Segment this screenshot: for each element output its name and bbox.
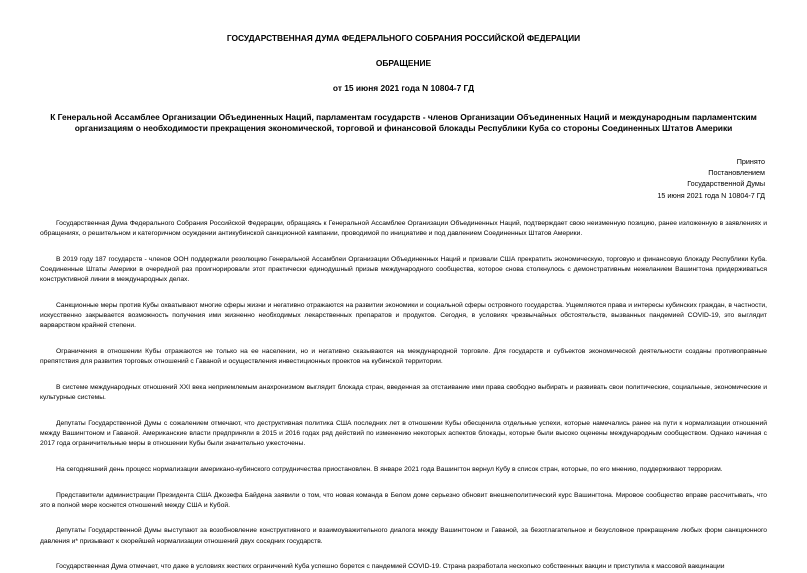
acceptance-block <box>40 156 767 201</box>
acceptance-line: Принято <box>736 157 765 166</box>
document-heading: К Генеральной Ассамблее Организации Объединенных Наций, парламентам государств - членов Организации Объединенных Наций и международным парламентским организациям о необходимости прекращения экономической, торговой и финансовой блокады Республики Куба со стороны Соединенных Штатов Америки <box>50 112 757 133</box>
body-paragraph: Санкционные меры против Кубы охватывают многие сферы жизни и негативно отражаются на развитии экономики и социальной сферы островного государства. Ущемляются права и интересы кубинских граждан, в частности, искусственно закрывается возможность получения ими жизненно необходимых лекарственных препаратов и продуктов. Сегодня, в условиях чрезвычайных обстоятельств, вызванных пандемией COVID-19, это выглядит варварством крайней степени. <box>40 301 767 330</box>
body-paragraph: На сегодняшний день процесс нормализации американо-кубинского сотрудничества приостановлен. В январе 2021 года Вашингтон вернул Кубу в список стран, которые, по его мнению, поддерживают терроризм. <box>56 465 723 473</box>
document-body <box>40 219 767 573</box>
body-paragraph: Государственная Дума Федерального Собрания Российской Федерации, обращаясь к Генеральной Ассамблее Организации Объединенных Наций, подтверждает свою неизменную позицию, ранее изложенную в заявлениях и обращениях, о решительном и категоричном осуждении антикубинской санкционной кампании, проводимой по инициативе и под давлением Соединенных Штатов Америки. <box>40 219 767 238</box>
document-date-number: от 15 июня 2021 года N 10804-7 ГД <box>332 83 475 93</box>
body-paragraph: В системе международных отношений XXI века неприемлемым анахронизмом выглядит блокада стран, введенная за отстаивание ими права свободно выбирать и развивать свои политические, социальные, экономические и культурные системы. <box>40 383 767 402</box>
body-paragraph: Государственная Дума отмечает, что даже в условиях жестких ограничений Куба успешно борется с пандемией COVID-19. Страна разработала несколько собственных вакцин и приступила к массовой вакцинации <box>56 563 725 571</box>
body-paragraph: Ограничения в отношении Кубы отражаются не только на ее населении, но и негативно сказываются на международной торговле. Для государств и субъектов экономической деятельности созданы противоправные препятствия для развития торговых отношений с Гаваной и осуществления инвестиционных проектов на кубинской территории. <box>40 347 767 366</box>
body-paragraph: Представители администрации Президента США Джозефа Байдена заявили о том, что новая команда в Белом доме серьезно обновит внешнеполитический курс Вашингтона. Мировое сообщество вправе рассчитывать, что это в полной мере коснется отношений между США и Кубой. <box>40 491 767 509</box>
acceptance-line: Постановлением <box>708 168 765 178</box>
body-paragraph: Депутаты Государственной Думы выступают за возобновление конструктивного и взаимоуважительного диалога между Вашингтоном и Гаваной, за безотлагательное и безусловное прекращение любых форм санкционного давления и* призывают к скорейшей нормализации отношений двух соседних государств. <box>40 527 767 545</box>
body-paragraph: Депутаты Государственной Думы с сожалением отмечают, что деструктивная политика США последних лет в отношении Кубы обесценила отдельные успехи, которые намечались ранее на пути к нормализации отношений между Вашингтоном и Гаваной. Американские власти предприняли в 2015 и 2016 годах ряд действий по изменению некоторых аспектов блокады, которые были высоко оценены международным сообществом. Однако начиная с 2017 года ограничительные меры в отношении Кубы были значительно ужесточены. <box>40 419 767 448</box>
body-paragraph: В 2019 году 187 государств - членов ООН поддержали резолюцию Генеральной Ассамблеи Организации Объединенных Наций и призвали США прекратить экономическую, торговую и финансовую блокаду Республики Куба. Соединенные Штаты Америки в очередной раз проигнорировали этот практически единодушный призыв международного сообщества, которое снова столкнулось с демонстративным нежеланием Вашингтона придерживаться конструктивной линии в международных делах. <box>40 255 767 284</box>
document-issuer-title: ГОСУДАРСТВЕННАЯ ДУМА ФЕДЕРАЛЬНОГО СОБРАНИЯ РОССИЙСКОЙ ФЕДЕРАЦИИ <box>226 33 581 43</box>
acceptance-line: Государственной Думы <box>687 179 765 189</box>
acceptance-line: 15 июня 2021 года N 10804-7 ГД <box>657 190 765 200</box>
document-type: ОБРАЩЕНИЕ <box>375 58 432 68</box>
